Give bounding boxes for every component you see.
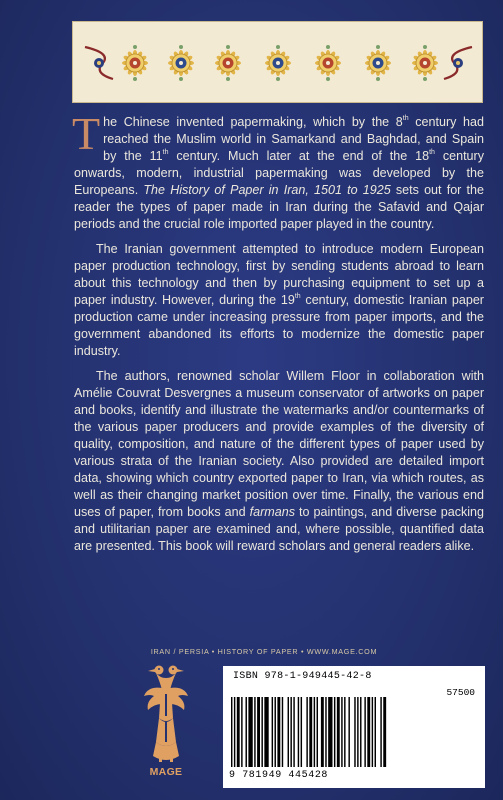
barcode-bar — [364, 697, 365, 767]
paragraph-1: The Chinese invented papermaking, which by the 8th century had reached the Muslim world in Samarkand and Baghdad, and Spain by the 11th century. Much later at the end of the 18th century onwards, modern, industrial papermaking was developed by the Europeans. The History of Paper in Iran, 1501 to 1925 sets out for the reader the types of paper made in Iran during the Safavid and Qajar periods and the crucial role imported paper played in the country. — [72, 108, 484, 231]
barcode-bar — [380, 697, 381, 767]
barcode-bar — [261, 697, 262, 767]
back-cover-description — [72, 108, 484, 563]
paragraph-2: The Iranian government attempted to introduce modern European paper production technology, first by sending students abroad to learn about this technology and then by purchasing equipment to set up a paper industry. However, during the 19th century, domestic Iranian paper production came under increasing pressure from paper imports, and the government abandoned its efforts to modernize the domestic paper industry. — [74, 242, 484, 358]
barcode-bar — [328, 697, 332, 767]
medallion-ornament — [365, 45, 391, 81]
barcode-bar — [383, 697, 386, 767]
medallion-ornament — [122, 45, 148, 81]
ean-digits: 9 781949 445428 — [229, 770, 329, 781]
barcode-bar — [348, 697, 349, 767]
book-title: The History of Paper in Iran, 1501 to 1925 — [143, 183, 391, 197]
isbn-text: ISBN 978-1-949445-42-8 — [233, 671, 372, 682]
publisher-name: MAGE — [149, 766, 183, 778]
barcode-bar — [241, 697, 242, 767]
price-code: 57500 — [446, 687, 475, 698]
isbn-barcode — [223, 666, 485, 788]
barcode-bar — [288, 697, 289, 767]
barcode-bar — [354, 697, 355, 767]
double-headed-eagle-icon — [142, 660, 190, 770]
barcode-bars — [231, 697, 477, 767]
drop-cap: T — [72, 108, 101, 159]
barcode-bar — [317, 697, 318, 767]
barcode-bar — [301, 697, 302, 767]
barcode-bar — [298, 697, 299, 767]
barcode-bar — [290, 697, 291, 767]
barcode-bar — [344, 697, 345, 767]
barcode-bar — [367, 697, 370, 767]
barcode-bar — [246, 697, 247, 767]
barcode-bar — [277, 697, 280, 767]
barcode-bar — [306, 697, 307, 767]
barcode-bar — [257, 697, 260, 767]
medallion-ornament — [315, 45, 341, 81]
barcode-bar — [237, 697, 240, 767]
barcode-bar — [248, 697, 252, 767]
category-line: IRAN / PERSIA • HISTORY OF PAPER • WWW.MAGE.COM — [150, 647, 378, 656]
barcode-bar — [325, 697, 326, 767]
barcode-bar — [321, 697, 324, 767]
barcode-bar — [275, 697, 276, 767]
barcode-bar — [314, 697, 315, 767]
barcode-bar — [231, 697, 232, 767]
medallion-ornament — [265, 45, 291, 81]
barcode-bar — [272, 697, 273, 767]
barcode-bar — [264, 697, 268, 767]
barcode-bar — [360, 697, 361, 767]
barcode-bar — [372, 697, 373, 767]
paragraph-3: The authors, renowned scholar Willem Floor in collaboration with Amélie Couvrat Desvergnes a museum conservator of artworks on paper and books, identify and illustrate the watermarks and/or countermarks of the various paper producers and provide examples of the diversity of quality, composition, and nature of the different types of paper used by various strata of the Iranian society. Also provided are detailed import data, showing which country exported paper to Iran, via which routes, as well as their changing market position over time. Finally, the various end uses of paper, from books and farmans to paintings, and diverse packing and utilitarian paper are examined and, where possible, quantified data are presented. This book will reward scholars and general readers alike. — [74, 369, 484, 553]
barcode-bar — [357, 697, 358, 767]
barcode-bar — [234, 697, 235, 767]
medallion-ornament — [412, 45, 438, 81]
ornamental-banner — [72, 21, 483, 103]
floral-medallion-ornament — [73, 22, 484, 104]
scroll-ornament — [85, 47, 113, 79]
barcode-bar — [375, 697, 376, 767]
barcode-bar — [334, 697, 335, 767]
barcode-bar — [293, 697, 294, 767]
medallion-ornament — [168, 45, 194, 81]
scroll-ornament — [444, 47, 472, 79]
barcode-bar — [282, 697, 283, 767]
barcode-bar — [341, 697, 342, 767]
barcode-bar — [309, 697, 312, 767]
medallion-ornament — [215, 45, 241, 81]
barcode-bar — [254, 697, 255, 767]
barcode-bar — [337, 697, 340, 767]
